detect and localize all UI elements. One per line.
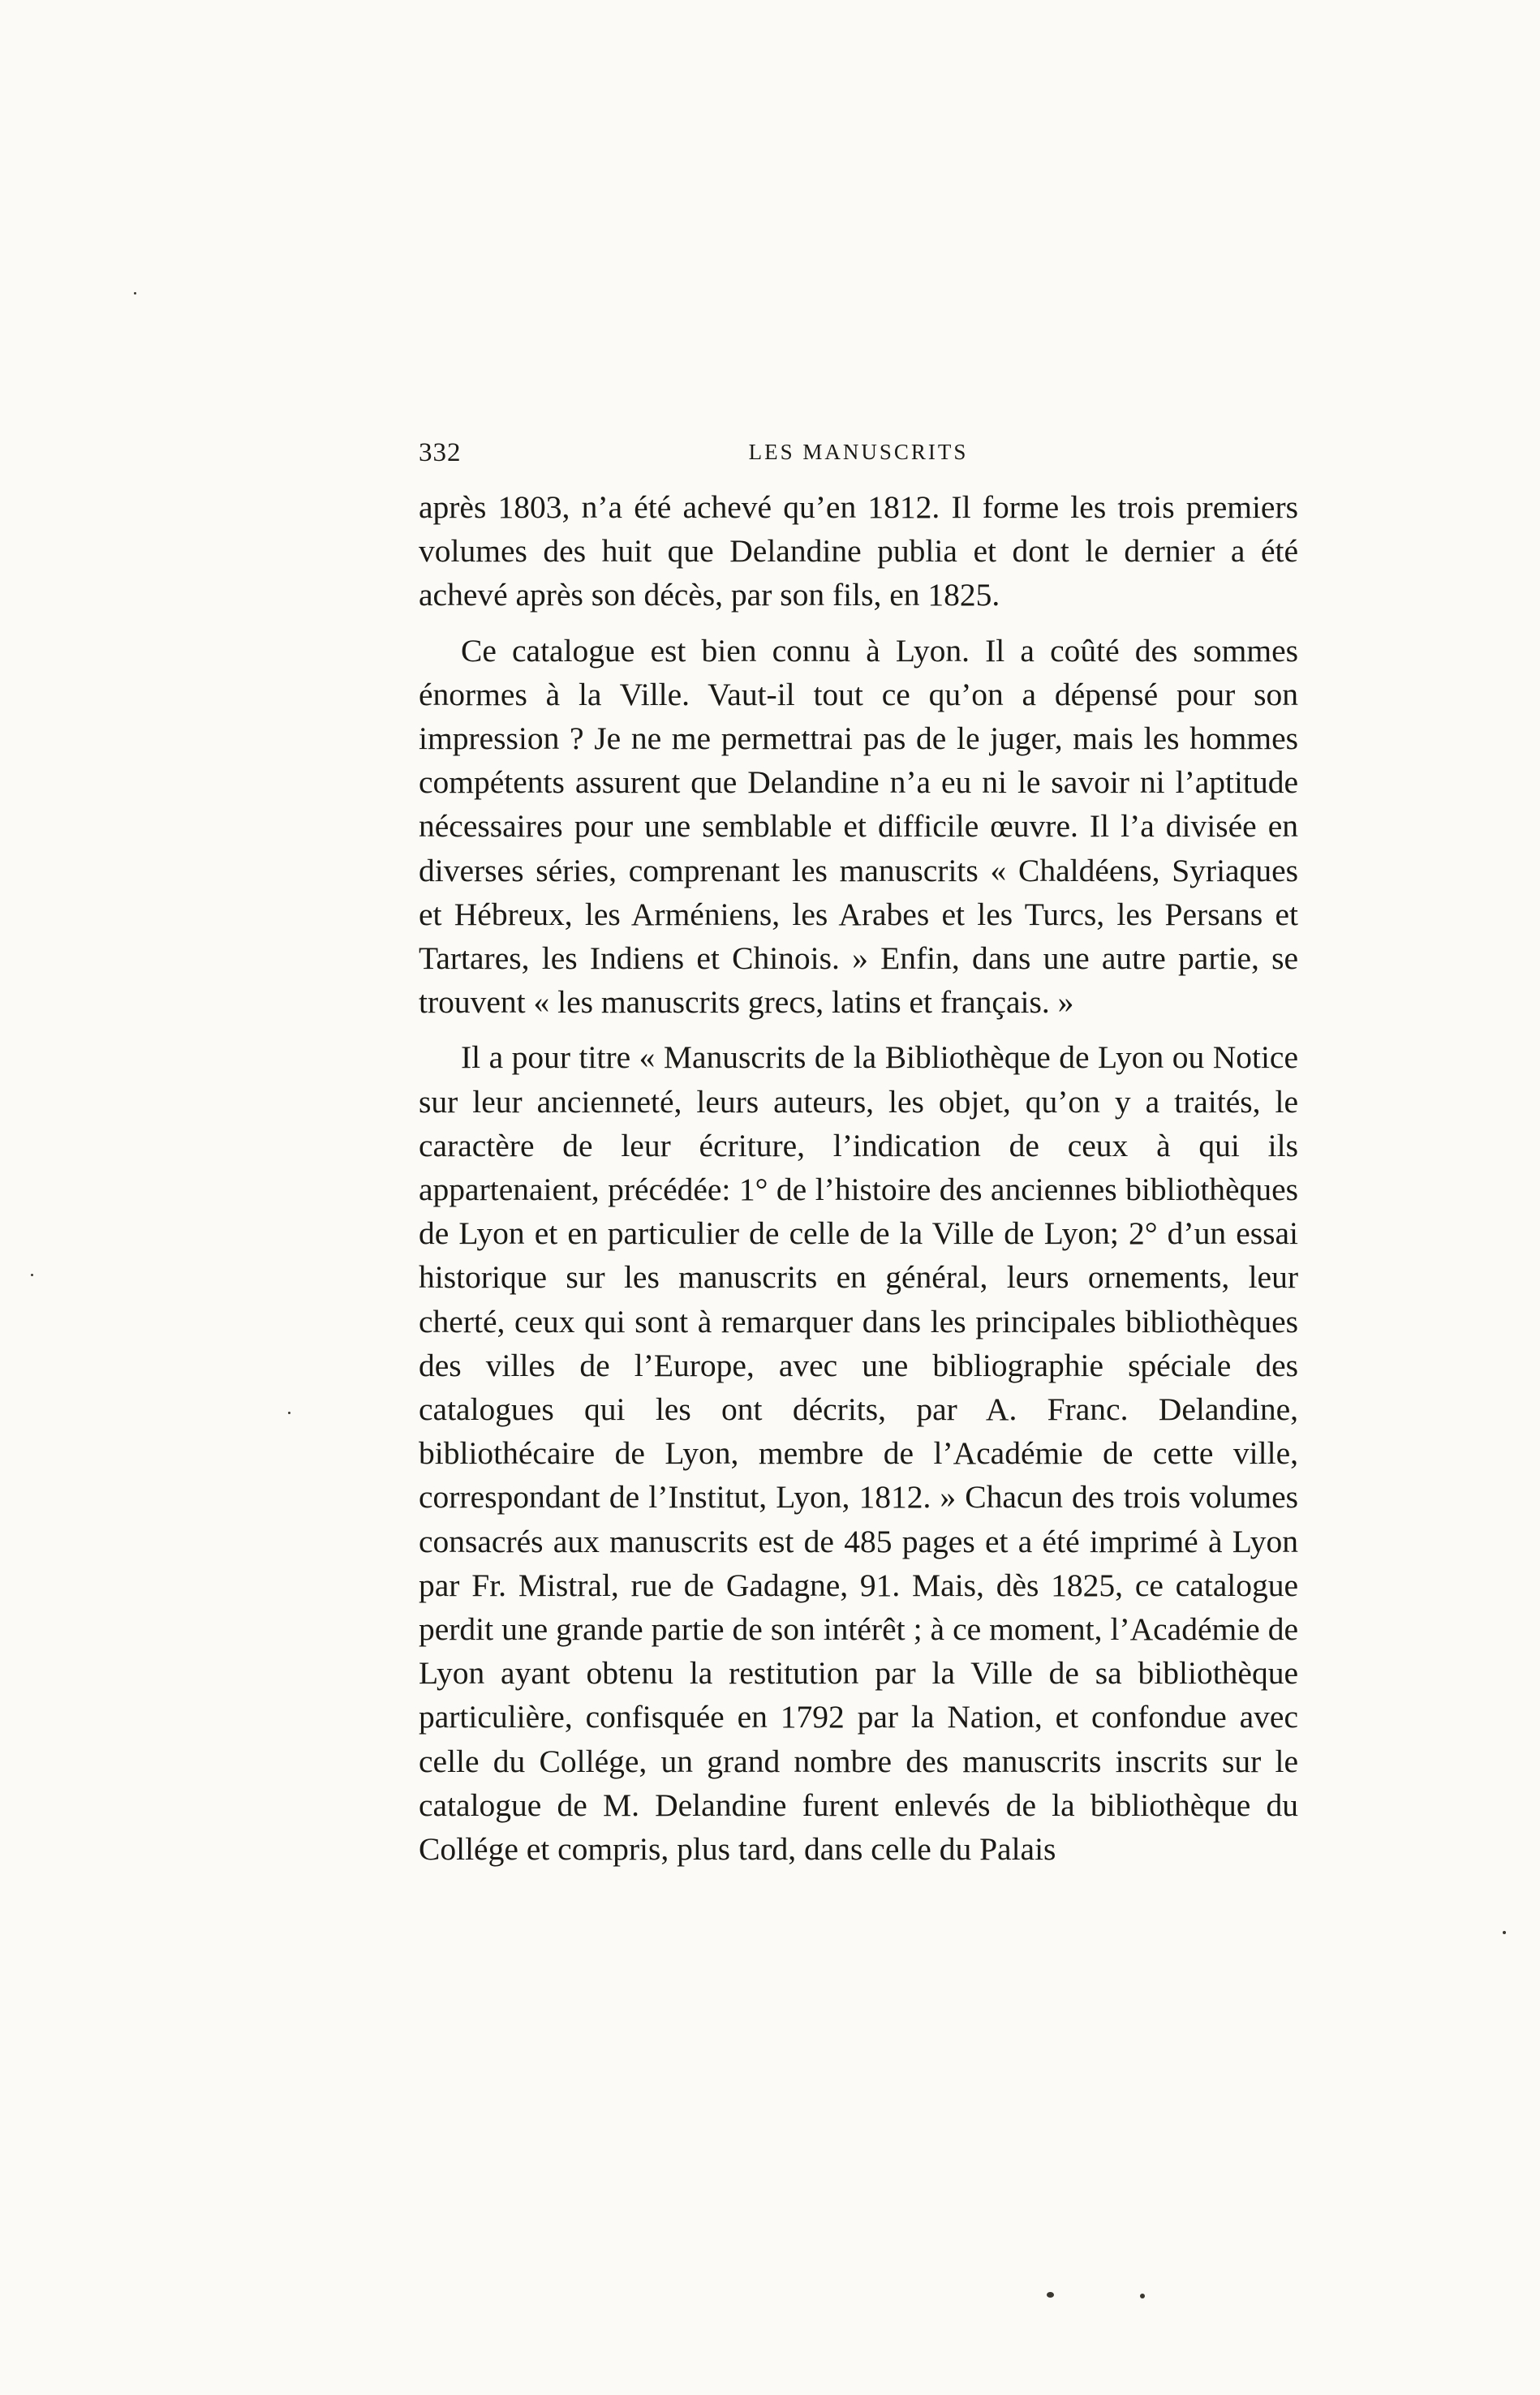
scan-speck xyxy=(1047,2292,1054,2298)
paragraph-3: Il a pour titre « Manuscrits de la Bibliothèque de Lyon ou Notice sur leur ancienneté, leurs auteurs, les objet, qu’on y a traités, le caractère de leur écriture, l’indication de ceux à qui ils appartenaient, précédée: 1° de l’histoire des anciennes bibliothèques de Lyon et en particulier de celle de la Ville de Lyon; 2° d’un essai historique sur les manuscrits en général, leurs ornements, leur cherté, ceux qui sont à remarquer dans les principales bibliothèques des villes de l’Europe, avec une bibliographie spéciale des catalogues qui les ont décrits, par A. Franc. Delandine, bibliothécaire de Lyon, membre de l’Académie de cette ville, correspondant de l’Institut, Lyon, 1812. » Chacun des trois volumes consacrés aux manuscrits est de 485 pages et a été imprimé à Lyon par Fr. Mistral, rue de Gadagne, 91. Mais, dès 1825, ce catalogue perdit une grande partie de son intérêt ; à ce moment, l’Académie de Lyon ayant obtenu la restitution par la Ville de sa bibliothèque particulière, confisquée en 1792 par la Nation, et confondue avec celle du Collége, un grand nombre des manuscrits inscrits sur le catalogue de M. Delandine furent enlevés de la bibliothèque du Collége et compris, plus tard, dans celle du Palais xyxy=(419,1039,1298,1868)
scan-speck xyxy=(1140,2294,1145,2298)
page-number: 332 xyxy=(419,438,462,467)
scan-speck xyxy=(134,292,136,295)
paragraph-1: après 1803, n’a été achevé qu’en 1812. Il forme les trois premiers volumes des huit que Delandine publia et dont le dernier a été achevé après son décès, par son fils, en 1825. xyxy=(419,489,1298,613)
scan-speck xyxy=(1503,1931,1506,1934)
body-text xyxy=(419,485,1298,1882)
running-head: LES MANUSCRITS xyxy=(748,440,969,464)
scan-speck xyxy=(31,1274,33,1276)
paragraph-2: Ce catalogue est bien connu à Lyon. Il a coûté des sommes énormes à la Ville. Vaut-il tout ce qu’on a dépensé pour son impression ? Je ne me permettrai pas de le juger, mais les hommes compétents assurent que Delandine n’a eu ni le savoir ni l’aptitude nécessaires pour une semblable et difficile œuvre. Il l’a divisée en diverses séries, comprenant les manuscrits « Chaldéens, Syriaques et Hébreux, les Arméniens, les Arabes et les Turcs, les Persans et Tartares, les Indiens et Chinois. » Enfin, dans une autre partie, se trouvent « les manuscrits grecs, latins et français. » xyxy=(419,632,1298,1021)
page-header xyxy=(419,438,1298,479)
scan-speck xyxy=(288,1412,290,1414)
